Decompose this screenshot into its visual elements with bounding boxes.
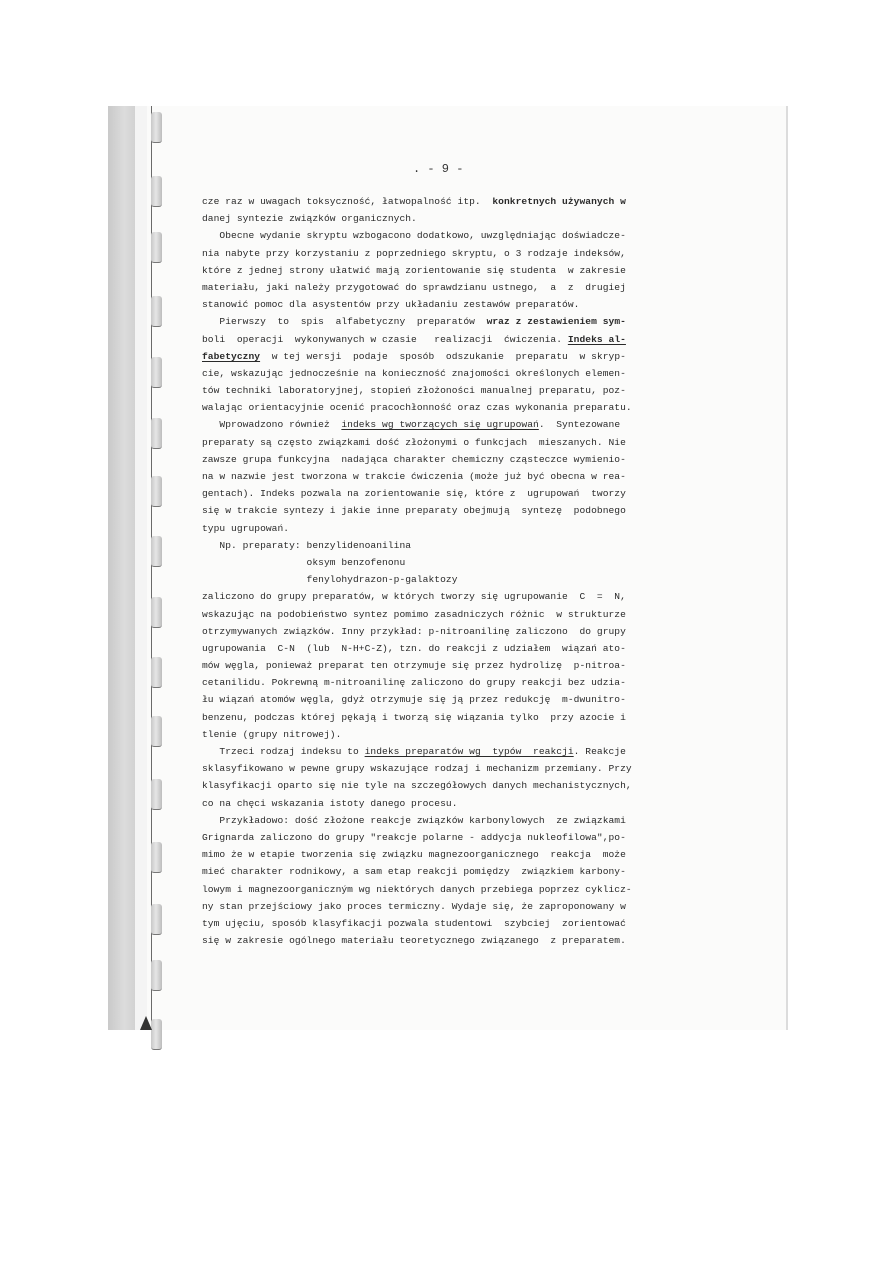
text-line xyxy=(202,348,702,365)
text-span: typu ugrupowań. xyxy=(202,522,290,534)
text-line xyxy=(202,382,702,399)
binder-ring-icon xyxy=(151,842,162,873)
text-line xyxy=(202,863,702,880)
text-line xyxy=(202,331,702,348)
text-line xyxy=(202,227,702,244)
text-span: łu wiązań atomów węgla, gdyż otrzymuje się ją przez redukcję m-dwunitro- xyxy=(202,694,626,706)
text-span: Przykładowo: dość złożone reakcje związków karbonylowych ze związkami xyxy=(202,814,626,826)
text-line xyxy=(202,193,702,210)
text-line xyxy=(202,881,702,898)
text-span: klasyfikacji oparto się nie tyle na szczegółowych danych mechanistycznych, xyxy=(202,780,632,792)
text-span: Trzeci rodzaj indeksu to xyxy=(202,746,365,757)
text-line xyxy=(202,279,702,296)
text-line xyxy=(202,296,702,313)
text-span: cze raz w uwagach toksyczność, łatwopalność itp. xyxy=(202,196,493,207)
text-span: co na chęci wskazania istoty danego procesu. xyxy=(202,797,458,809)
text-span: Obecne wydanie skryptu wzbogacono dodatkowo, uwzględniając doświadcze- xyxy=(202,230,626,242)
text-span: benzenu, podczas której pękają i tworzą się wiązania tylko przy azocie i xyxy=(202,711,626,723)
text-span: . Reakcje xyxy=(573,746,626,757)
text-span: preparaty są często związkami dość złożonymi o funkcjach mieszanych. Nie xyxy=(202,436,626,448)
text-span: mieć charakter rodnikowy, a sam etap reakcji pomiędzy związkiem karbony- xyxy=(202,866,626,878)
text-span: się w zakresie ogólnego materiału teoretycznego związanego z preparatem. xyxy=(202,935,626,947)
text-line xyxy=(202,468,702,485)
text-line xyxy=(202,829,702,846)
text-span: się w trakcie syntezy i jakie inne preparaty obejmują syntezę podobnego xyxy=(202,505,626,517)
text-span: zawsze grupa funkcyjna nadająca charakter chemiczny cząsteczce wymienio- xyxy=(202,453,626,465)
binder-ring-icon xyxy=(151,597,162,628)
text-line xyxy=(202,777,702,794)
text-span: na w nazwie jest tworzona w trakcie ćwiczenia (może już być obecna w rea- xyxy=(202,471,626,482)
text-span: nia nabyte przy korzystaniu z poprzedniego skryptu, o 3 rodzaje indeksów, xyxy=(202,247,626,259)
text-span: . Syntezowane xyxy=(538,419,621,431)
underlined-term: indeks wg tworzących się ugrupowań xyxy=(341,419,539,431)
binder-ring-icon xyxy=(151,716,162,747)
text-line xyxy=(202,795,702,812)
text-line xyxy=(202,657,702,674)
binding-edge xyxy=(135,106,147,1030)
binder-ring-icon xyxy=(151,418,162,449)
underlined-term: indeks preparatów wg typów reakcji xyxy=(364,746,574,757)
text-span: danej syntezie związków organicznych. xyxy=(202,213,417,225)
binder-ring-icon xyxy=(151,779,162,810)
text-line xyxy=(202,434,702,451)
binder-ring-icon xyxy=(151,1019,162,1050)
text-span: ugrupowania C-N (lub N-H+C-Z), tzn. do reakcji z udziałem wiązań ato- xyxy=(202,642,626,654)
underlined-term: Indeks al- xyxy=(567,333,626,345)
page-number: . - 9 - xyxy=(413,162,464,176)
text-line xyxy=(202,674,702,691)
text-span: lowym i magnezoorganiczným wg niektórych danych przebiega poprzez cyklicz- xyxy=(202,883,632,895)
text-line xyxy=(202,416,702,433)
text-span: materiału, jaki należy przygotować do sprawdzianu ustnego, a z drugiej xyxy=(202,281,626,293)
binder-ring-icon xyxy=(151,357,162,388)
document-body xyxy=(202,193,702,949)
corner-mark-icon xyxy=(140,1016,152,1030)
text-span: cetanilidu. Pokrewną m-nitroanilinę zaliczono do grupy reakcji bez udzia- xyxy=(202,677,626,689)
binder-ring-icon xyxy=(151,232,162,263)
text-span: boli operacji wykonywanych w czasie realizacji ćwiczenia. xyxy=(202,333,568,345)
text-span: fenylohydrazon-p-galaktozy xyxy=(202,574,458,586)
text-line xyxy=(202,399,702,416)
text-line xyxy=(202,898,702,915)
text-span: wraz z zestawieniem sym- xyxy=(486,316,626,328)
text-line xyxy=(202,365,702,382)
binder-ring-icon xyxy=(151,296,162,327)
text-span: Grignarda zaliczono do grupy "reakcje polarne - addycja nukleofilowa",po- xyxy=(202,831,626,843)
text-line xyxy=(202,571,702,588)
text-span: sklasyfikowano w pewne grupy wskazujące rodzaj i mechanizm przemiany. Przy xyxy=(202,763,632,775)
text-span: w tej wersji podaje sposób odszukanie preparatu w skryp- xyxy=(260,350,626,362)
text-line xyxy=(202,313,702,330)
binder-ring-icon xyxy=(151,176,162,207)
text-span: Wprowadzono również xyxy=(202,419,342,431)
text-line xyxy=(202,537,702,554)
text-line xyxy=(202,846,702,863)
text-span: mimo że w etapie tworzenia się związku magnezoorganicznego reakcja może xyxy=(202,849,626,861)
text-span: które z jednej strony ułatwić mają zorientowanie się studenta w zakresie xyxy=(202,264,626,276)
text-line xyxy=(202,485,702,502)
text-line xyxy=(202,691,702,708)
binding-strip xyxy=(108,106,135,1030)
text-line xyxy=(202,743,702,760)
text-line xyxy=(202,915,702,932)
text-line xyxy=(202,588,702,605)
text-line xyxy=(202,502,702,519)
text-span: tów techniki laboratoryjnej, stopień złożoności manualnej preparatu, poz- xyxy=(202,385,626,397)
text-span: otrzymywanych związków. Inny przykład: p-nitroanilinę zaliczono do grupy xyxy=(202,625,626,637)
text-span: gentach). Indeks pozwala na zorientowanie się, które z ugrupowań tworzy xyxy=(202,488,626,500)
binder-ring-icon xyxy=(151,960,162,991)
text-line xyxy=(202,245,702,262)
text-span: ny stan przejściowy jako proces termiczny. Wydaje się, że zaproponowany w xyxy=(202,900,626,912)
text-line xyxy=(202,451,702,468)
text-line xyxy=(202,760,702,777)
text-line xyxy=(202,812,702,829)
binder-ring-icon xyxy=(151,536,162,567)
text-line xyxy=(202,623,702,640)
text-line xyxy=(202,640,702,657)
text-span: walając orientacyjnie ocenić pracochłonność oraz czas wykonania preparatu. xyxy=(202,402,632,414)
page-right-edge xyxy=(786,106,788,1030)
text-line xyxy=(202,554,702,571)
underlined-term: fabetyczny xyxy=(202,350,261,362)
text-line xyxy=(202,262,702,279)
text-span: mów węgla, ponieważ preparat ten otrzymuje się przez hydrolizę p-nitroa- xyxy=(202,660,626,672)
binder-ring-icon xyxy=(151,904,162,935)
text-line xyxy=(202,709,702,726)
text-span: cie, wskazując jednocześnie na konieczność znajomości określonych elemen- xyxy=(202,367,626,379)
binder-ring-icon xyxy=(151,476,162,507)
text-span: tym ujęciu, sposób klasyfikacji pozwala studentowi szybciej zorientować xyxy=(202,917,626,929)
text-span: tlenie (grupy nitrowej). xyxy=(202,728,342,740)
text-span: stanowić pomoc dla asystentów przy układaniu zestawów preparatów. xyxy=(202,299,580,311)
text-line xyxy=(202,932,702,949)
binder-ring-icon xyxy=(151,657,162,688)
text-line xyxy=(202,520,702,537)
text-span: zaliczono do grupy preparatów, w których tworzy się ugrupowanie C = N, xyxy=(202,591,626,603)
text-span: Pierwszy to spis alfabetyczny preparatów xyxy=(202,316,487,328)
text-span: wskazując na podobieństwo syntez pomimo zasadniczych różnic w strukturze xyxy=(202,608,626,620)
text-line xyxy=(202,726,702,743)
text-line xyxy=(202,210,702,227)
text-line xyxy=(202,606,702,623)
text-span: Np. preparaty: benzylidenoanilina xyxy=(202,539,412,551)
text-span: oksym benzofenonu xyxy=(202,556,406,568)
binder-ring-icon xyxy=(151,112,162,143)
text-span: konkretnych używanych w xyxy=(492,196,626,207)
